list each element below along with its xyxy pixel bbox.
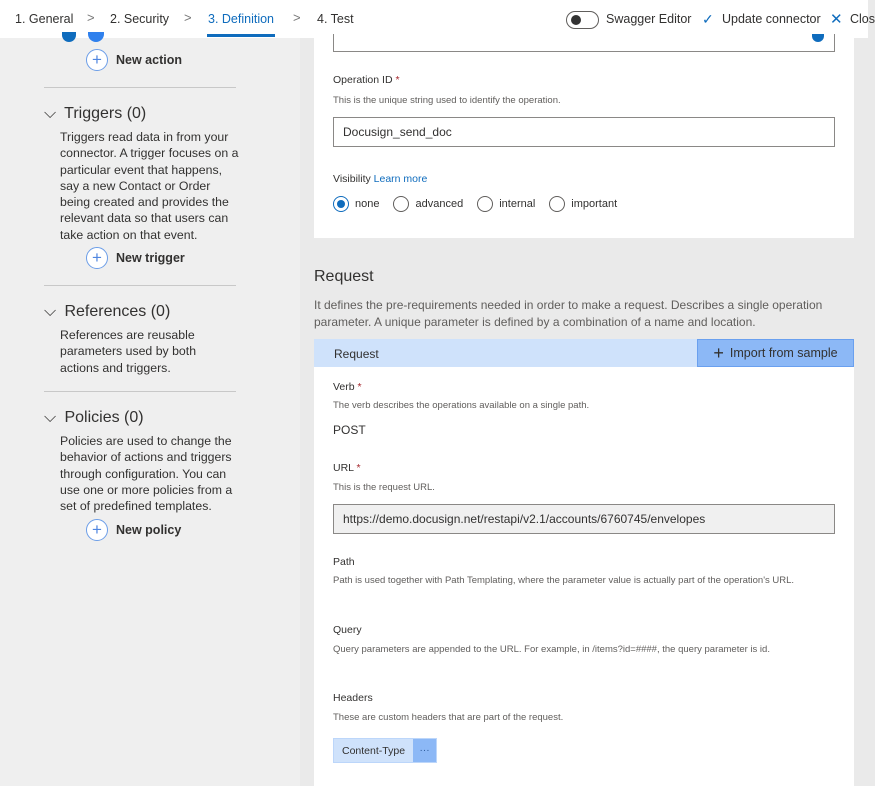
plus-icon: + bbox=[86, 49, 108, 71]
check-icon: ✓ bbox=[702, 11, 714, 27]
action-icon bbox=[88, 32, 104, 42]
plus-icon: + bbox=[86, 519, 108, 541]
update-connector-button[interactable]: Update connector bbox=[722, 12, 821, 26]
triggers-section bbox=[44, 105, 240, 243]
query-label: Query bbox=[333, 624, 362, 636]
tab-security[interactable]: 2. Security bbox=[110, 12, 170, 26]
triggers-header[interactable]: ⌵ Triggers (0) bbox=[44, 105, 147, 122]
chevron-right-icon: > bbox=[184, 10, 192, 25]
references-header[interactable]: ⌵ References (0) bbox=[44, 303, 171, 320]
verb-label: Verb * bbox=[333, 381, 362, 393]
tab-general[interactable]: 1. General bbox=[15, 12, 74, 26]
visibility-label: Visibility Learn more bbox=[333, 173, 428, 185]
visibility-advanced-radio[interactable]: advanced bbox=[393, 196, 463, 212]
chevron-right-icon: > bbox=[293, 10, 301, 25]
swagger-editor-toggle[interactable] bbox=[566, 11, 599, 29]
action-icon bbox=[62, 32, 76, 42]
url-hint: This is the request URL. bbox=[333, 482, 435, 493]
policies-header[interactable]: ⌵ Policies (0) bbox=[44, 409, 144, 426]
visibility-radio-group bbox=[333, 196, 617, 212]
chevron-down-icon: ⌵ bbox=[44, 409, 57, 426]
headers-label: Headers bbox=[333, 692, 373, 704]
info-icon bbox=[812, 34, 824, 42]
request-card bbox=[314, 367, 854, 786]
import-from-sample-button[interactable]: + Import from sample bbox=[697, 339, 854, 367]
triggers-description: Triggers read data in from your connector. A trigger focuses on a particular event that happens, say a new Contact or Order being created and provides the relevant data so that users can take action on that event. bbox=[60, 130, 239, 242]
tab-test[interactable]: 4. Test bbox=[317, 12, 354, 26]
request-section-title: Request bbox=[314, 268, 374, 285]
visibility-none-radio[interactable]: none bbox=[333, 196, 379, 212]
request-section-description: It defines the pre-requirements needed in order to make a request. Describes a single operation parameter. A unique parameter is defined by a combination of a name and location. bbox=[314, 298, 823, 329]
swagger-editor-label: Swagger Editor bbox=[606, 12, 692, 26]
divider bbox=[44, 285, 236, 286]
headers-hint: These are custom headers that are part of the request. bbox=[333, 712, 564, 723]
more-options-icon[interactable]: ··· bbox=[413, 739, 436, 762]
request-bar: Request + Import from sample bbox=[314, 339, 854, 367]
plus-icon: + bbox=[713, 342, 724, 363]
chevron-right-icon: > bbox=[87, 10, 95, 25]
new-trigger-button[interactable]: + New trigger bbox=[86, 247, 185, 269]
operation-card bbox=[314, 38, 854, 238]
references-section bbox=[44, 303, 210, 376]
divider bbox=[44, 391, 236, 392]
active-tab-indicator bbox=[207, 34, 275, 37]
operation-id-label: Operation ID * bbox=[333, 74, 400, 86]
close-icon[interactable]: ✕ bbox=[830, 11, 843, 28]
chevron-down-icon: ⌵ bbox=[44, 105, 57, 122]
verb-hint: The verb describes the operations available on a single path. bbox=[333, 400, 590, 411]
top-nav bbox=[0, 0, 875, 38]
left-panel bbox=[0, 38, 300, 786]
header-chip-content-type[interactable]: Content-Type ··· bbox=[333, 738, 437, 763]
url-input[interactable]: https://demo.docusign.net/restapi/v2.1/accounts/6760745/envelopes bbox=[333, 504, 835, 534]
policies-description: Policies are used to change the behavior of actions and triggers through configuration. You can use one or more policies from a set of predefined templates. bbox=[60, 434, 233, 514]
path-label: Path bbox=[333, 556, 355, 568]
query-hint: Query parameters are appended to the URL. For example, in /items?id=####, the query parameter is id. bbox=[333, 644, 770, 655]
description-field[interactable] bbox=[333, 34, 835, 52]
operation-id-hint: This is the unique string used to identify the operation. bbox=[333, 95, 561, 106]
visibility-internal-radio[interactable]: internal bbox=[477, 196, 535, 212]
visibility-important-radio[interactable]: important bbox=[549, 196, 617, 212]
tab-definition[interactable]: 3. Definition bbox=[208, 12, 275, 26]
new-policy-button[interactable]: + New policy bbox=[86, 519, 181, 541]
operation-id-input[interactable]: Docusign_send_doc bbox=[333, 117, 835, 147]
path-hint: Path is used together with Path Templating, where the parameter value is actually part of the operation's URL. bbox=[333, 575, 795, 586]
close-button[interactable]: Clos bbox=[850, 12, 875, 26]
learn-more-link[interactable]: Learn more bbox=[373, 173, 428, 185]
new-action-button[interactable]: + New action bbox=[86, 49, 182, 71]
url-label: URL * bbox=[333, 462, 361, 474]
divider bbox=[44, 87, 236, 88]
chevron-down-icon: ⌵ bbox=[44, 303, 57, 320]
verb-value: POST bbox=[333, 423, 366, 437]
policies-section bbox=[44, 409, 235, 514]
plus-icon: + bbox=[86, 247, 108, 269]
references-description: References are reusable parameters used by both actions and triggers. bbox=[60, 328, 197, 375]
